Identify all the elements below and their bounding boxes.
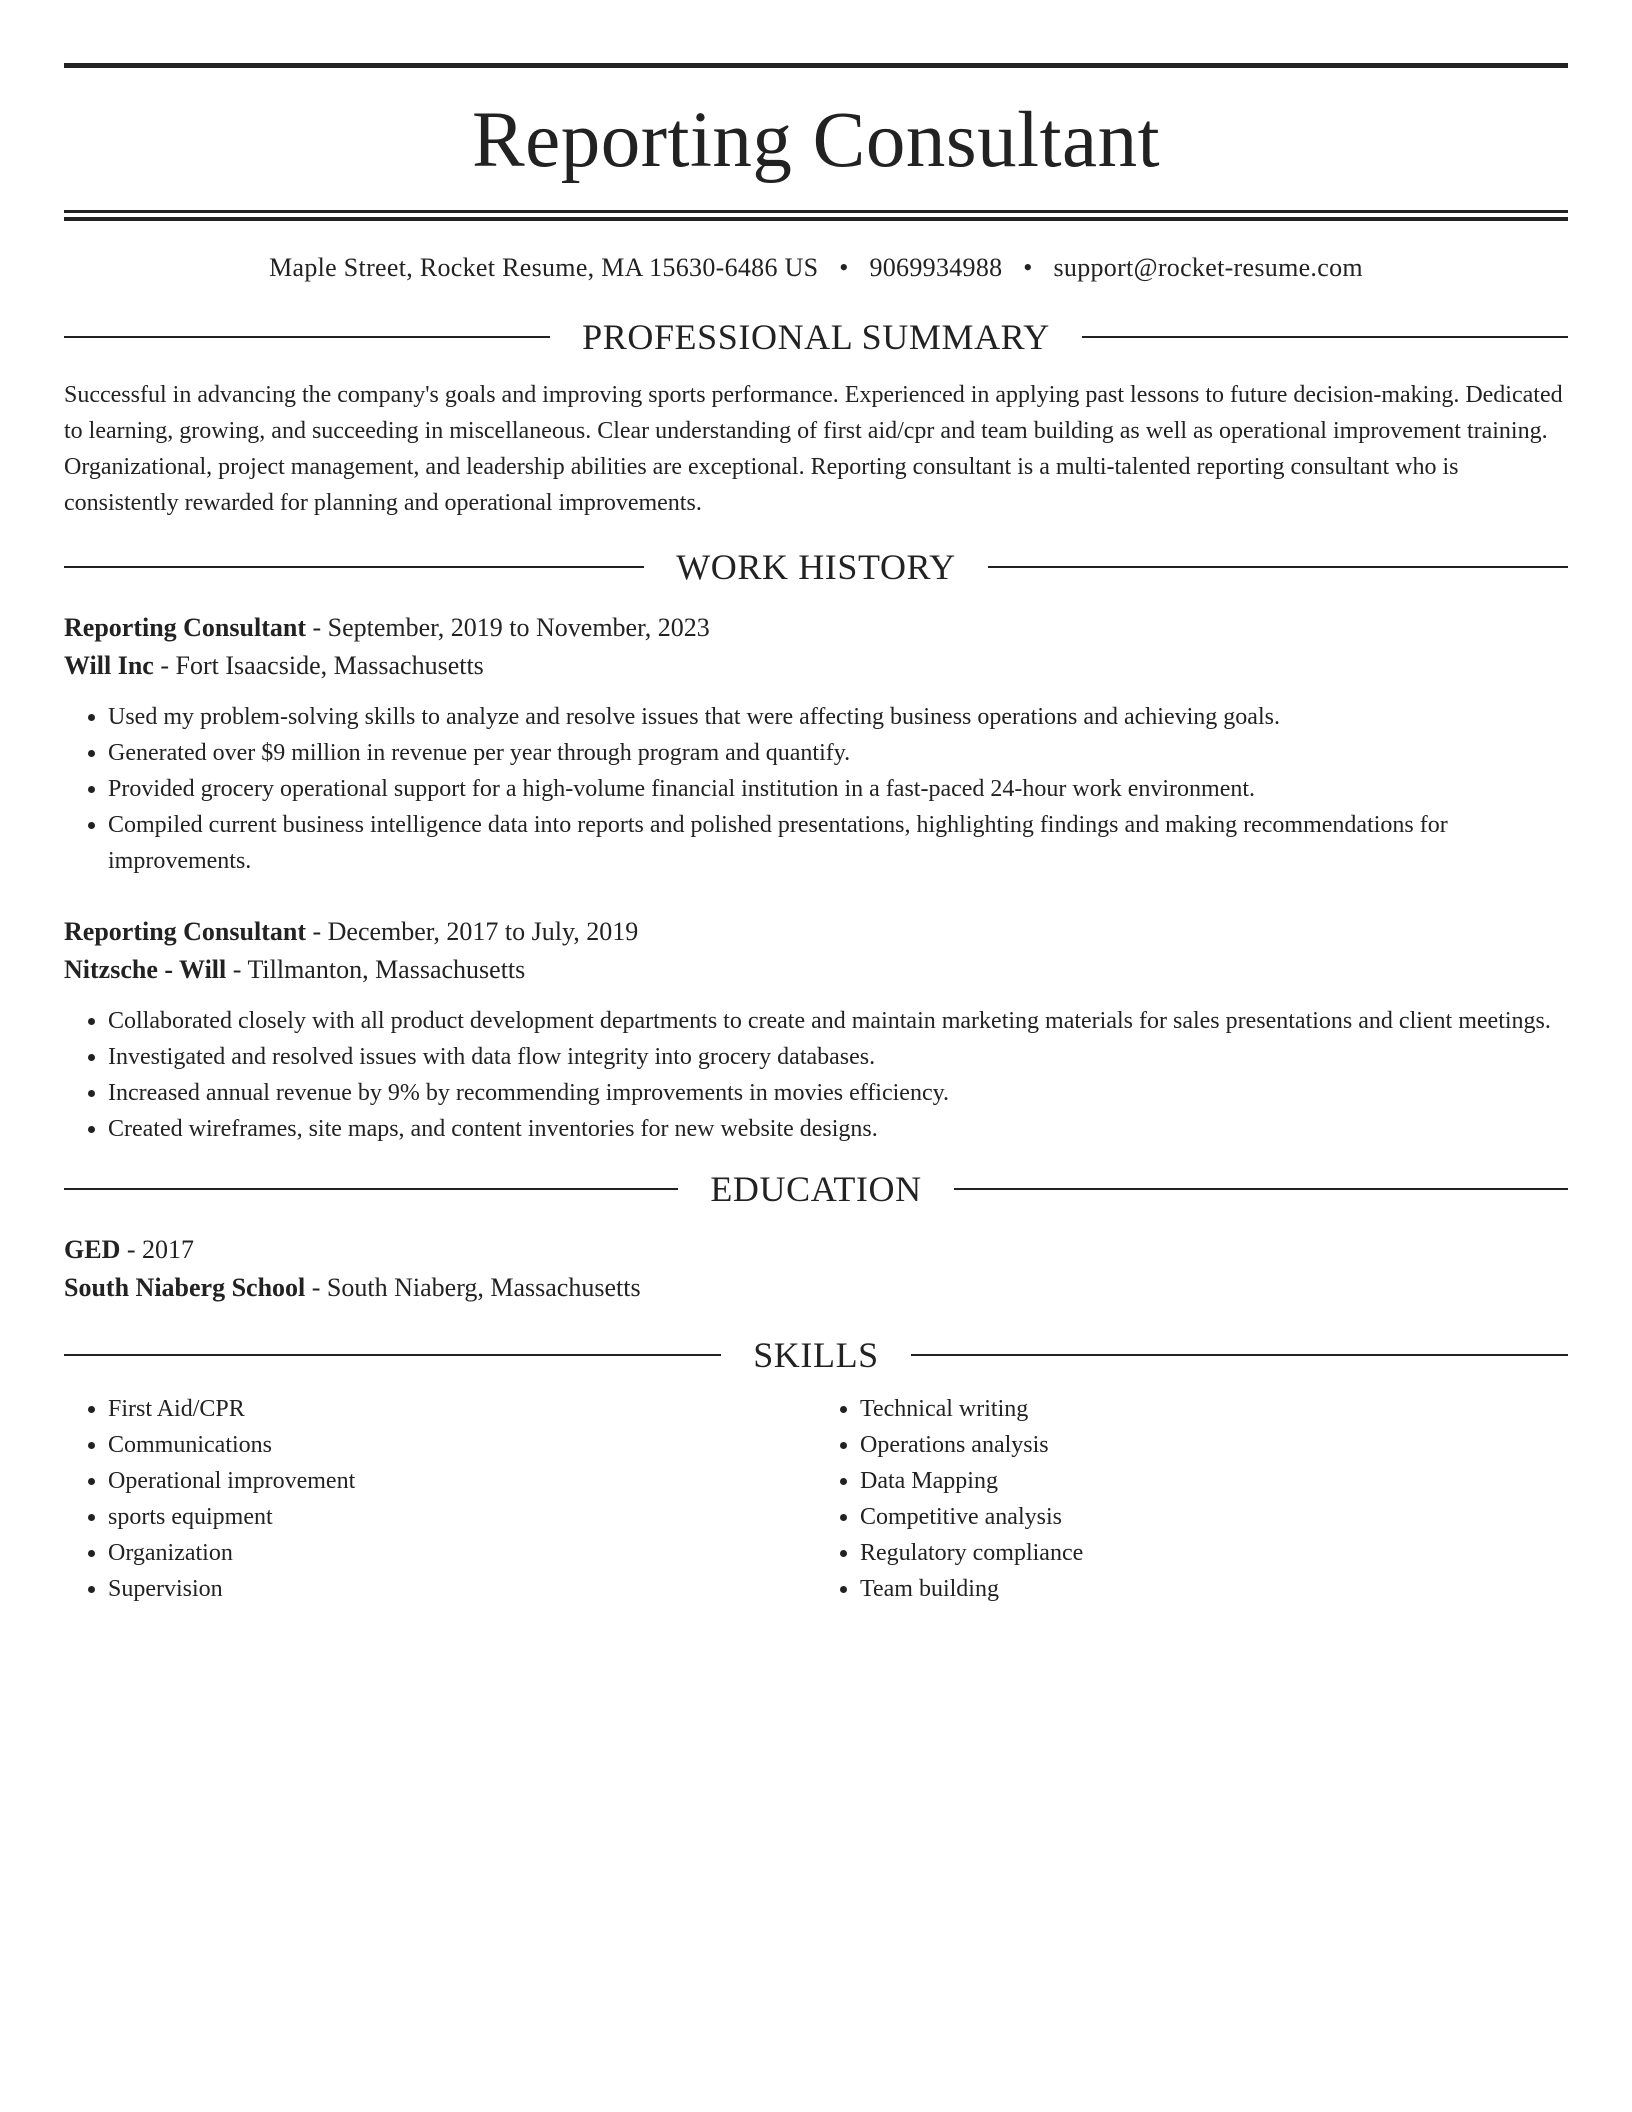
contact-phone: 9069934988 (869, 253, 1003, 282)
education-section-header (64, 1171, 1568, 1207)
job-bullets (64, 1003, 1568, 1147)
skills-column-left (64, 1391, 816, 1607)
divider-line (64, 1354, 721, 1356)
contact-email[interactable]: support@rocket-resume.com (1053, 253, 1363, 282)
job-dates: - December, 2017 to July, 2019 (305, 917, 639, 946)
skill-item: • Operations analysis (860, 1427, 1568, 1463)
skill-item: • Regulatory compliance (860, 1535, 1568, 1571)
summary-text: Successful in advancing the company's goals and improving sports performance. Experienced in applying past lessons to future decision-making. Dedicated to learning, growing, and succeeding in miscellaneous. Clear understanding of first aid/cpr and team building as well as operational improvement training. Organizational, project management, and leadership abilities are exceptional. Reporting consultant is a multi-talented reporting consultant who is consistently rewarded for planning and operational improvements. (64, 382, 1563, 516)
contact-separator: • (1023, 253, 1033, 282)
skill-item: • Data Mapping (860, 1463, 1568, 1499)
contact-address: Maple Street, Rocket Resume, MA 15630-6486 US (269, 253, 819, 282)
education-heading: EDUCATION (710, 1169, 922, 1209)
school-line (64, 1269, 1568, 1307)
skill-item: • Operational improvement (108, 1463, 816, 1499)
job-bullet: • Created wireframes, site maps, and content inventories for new website designs. (108, 1111, 1568, 1147)
job-bullet: • Increased annual revenue by 9% by recommending improvements in movies efficiency. (108, 1075, 1568, 1111)
skill-item: • First Aid/CPR (108, 1391, 816, 1427)
job-bullet: • Provided grocery operational support for a high-volume financial institution in a fast-paced 24-hour work environment. (108, 771, 1568, 807)
skills-column-right (816, 1391, 1568, 1607)
skill-item: • Supervision (108, 1571, 816, 1607)
divider-line (64, 1188, 678, 1190)
divider-line (1082, 336, 1568, 338)
divider-line (988, 566, 1568, 568)
job-bullet: • Collaborated closely with all product development departments to create and maintain marketing materials for sales presentations and client meetings. (108, 1003, 1568, 1039)
skill-item: • Competitive analysis (860, 1499, 1568, 1535)
job-bullet: • Investigated and resolved issues with data flow integrity into grocery databases. (108, 1039, 1568, 1075)
job-bullets (64, 699, 1568, 879)
education-entry (64, 1231, 1568, 1307)
skill-item: • Organization (108, 1535, 816, 1571)
divider-line (64, 566, 644, 568)
job-bullet: • Used my problem-solving skills to analyze and resolve issues that were affecting business operations and achieving goals. (108, 699, 1568, 735)
job-bullet: • Generated over $9 million in revenue per year through program and quantify. (108, 735, 1568, 771)
skills-list (64, 1391, 1568, 1607)
job-bullet: • Compiled current business intelligence data into reports and polished presentations, highlighting findings and making recommendations for improvements. (108, 807, 1568, 879)
summary-section-header (64, 319, 1568, 355)
divider-line (954, 1188, 1568, 1190)
divider-line (64, 336, 550, 338)
header-double-rule (64, 210, 1568, 221)
job-location: - Fort Isaacside, Massachusetts (153, 651, 484, 680)
degree-line (64, 1231, 1568, 1269)
job-dates: - September, 2019 to November, 2023 (305, 613, 710, 642)
job-title: Reporting Consultant (64, 613, 306, 642)
work-history-section-header (64, 549, 1568, 585)
job-company-line (64, 951, 1568, 989)
job-company: Nitzsche - Will (64, 955, 227, 984)
skills-heading: SKILLS (753, 1335, 879, 1375)
resume-name: Reporting Consultant (471, 97, 1161, 184)
job-location: - Tillmanton, Massachusetts (226, 955, 526, 984)
school-name: South Niaberg School (64, 1273, 306, 1302)
skill-item: • sports equipment (108, 1499, 816, 1535)
degree-year: - 2017 (120, 1235, 195, 1264)
degree: GED (64, 1235, 121, 1264)
divider-line (911, 1354, 1568, 1356)
contact-line (64, 255, 1568, 281)
school-location: - South Niaberg, Massachusetts (305, 1273, 641, 1302)
skill-item: • Team building (860, 1571, 1568, 1607)
job-company-line (64, 647, 1568, 685)
top-rule (64, 63, 1568, 68)
job-title-line (64, 913, 1568, 951)
work-history-heading: WORK HISTORY (676, 547, 956, 587)
summary-heading: PROFESSIONAL SUMMARY (582, 317, 1050, 357)
contact-separator: • (839, 253, 849, 282)
skills-section-header (64, 1337, 1568, 1373)
skill-item: • Technical writing (860, 1391, 1568, 1427)
job-entry (64, 913, 1568, 1147)
job-title: Reporting Consultant (64, 917, 306, 946)
job-title-line (64, 609, 1568, 647)
job-company: Will Inc (64, 651, 154, 680)
skill-item: • Communications (108, 1427, 816, 1463)
job-entry (64, 609, 1568, 879)
